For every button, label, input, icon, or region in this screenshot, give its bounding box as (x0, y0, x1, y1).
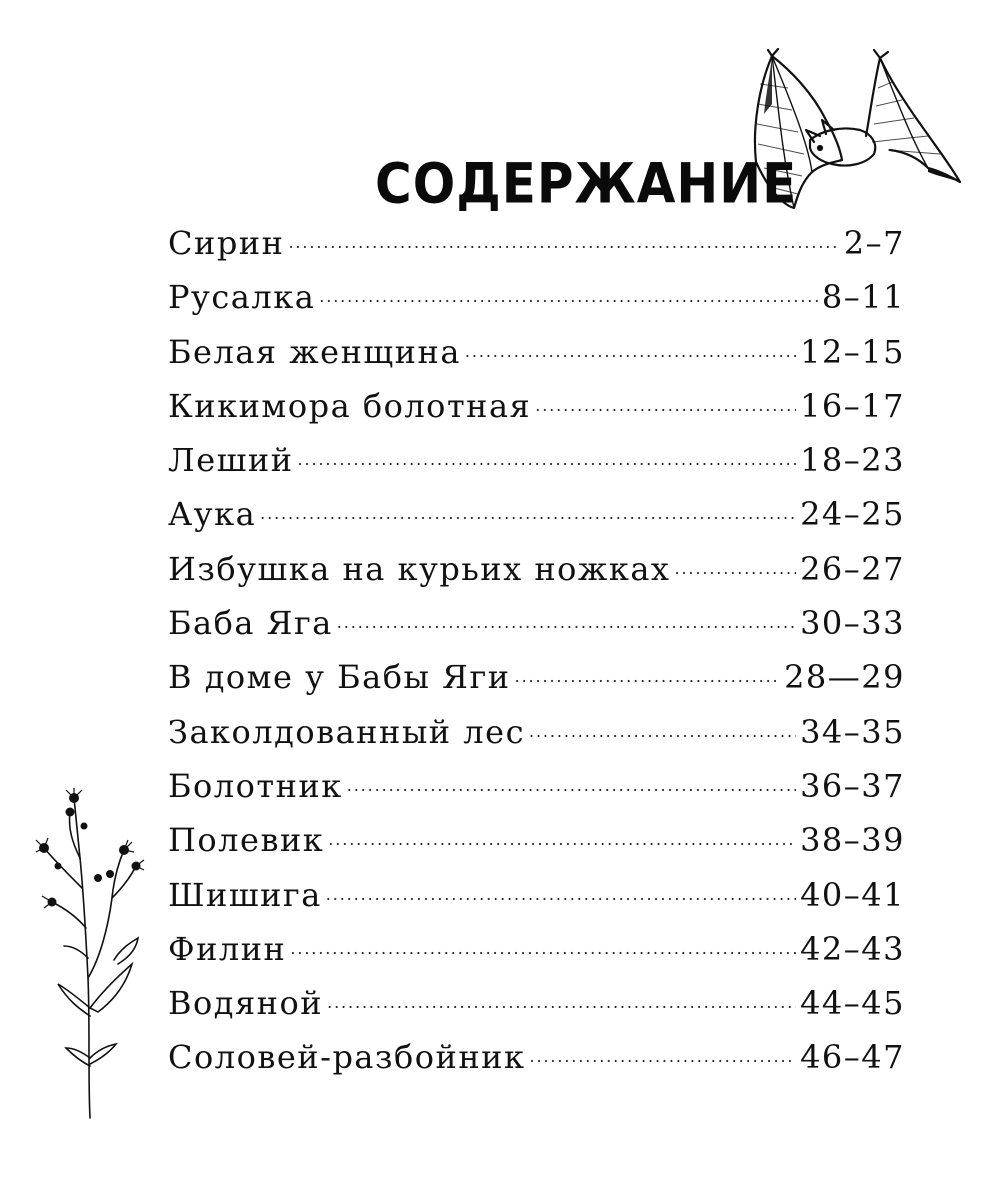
table-of-contents (168, 224, 905, 1093)
toc-leader-dots (529, 714, 796, 743)
toc-entry-title: Белая женщина (168, 332, 461, 371)
toc-entry[interactable] (168, 604, 905, 658)
toc-leader-dots (260, 497, 796, 526)
toc-entry-title: Болотник (168, 766, 343, 805)
toc-entry-title: Кикимора болотная (168, 386, 532, 425)
toc-entry-pages: 46–47 (800, 1038, 905, 1077)
toc-leader-dots (337, 605, 796, 634)
toc-entry-title: Водяной (168, 984, 324, 1023)
toc-entry-pages: 38–39 (800, 821, 905, 860)
toc-entry[interactable] (168, 658, 905, 712)
toc-entry-title: Баба Яга (168, 604, 333, 643)
plant-illustration-icon (28, 778, 148, 1123)
toc-entry[interactable] (168, 821, 905, 875)
toc-entry-pages: 12–15 (800, 332, 905, 371)
toc-entry[interactable] (168, 387, 905, 441)
toc-entry-title: Леший (168, 441, 294, 480)
toc-leader-dots (327, 985, 796, 1014)
toc-entry-title: Полевик (168, 821, 325, 860)
toc-entry-title: Соловей-разбойник (168, 1038, 526, 1077)
toc-entry-pages: 2–7 (843, 224, 905, 262)
toc-entry-title: Сирин (168, 224, 285, 262)
toc-entry[interactable] (168, 224, 905, 278)
toc-leader-dots (465, 334, 796, 363)
toc-leader-dots (288, 225, 839, 254)
toc-entry-title: Русалка (168, 278, 316, 317)
toc-entry-title: В доме у Бабы Яги (168, 658, 511, 697)
toc-entry-title: Избушка на курьих ножках (168, 549, 671, 588)
page-title: СОДЕРЖАНИЕ (375, 152, 798, 216)
toc-leader-dots (319, 280, 818, 309)
toc-leader-dots (529, 1040, 796, 1069)
toc-leader-dots (515, 660, 780, 689)
toc-entry[interactable] (168, 1038, 905, 1092)
toc-entry[interactable] (168, 495, 905, 549)
toc-entry-pages: 16–17 (800, 386, 905, 425)
toc-leader-dots (328, 822, 796, 851)
toc-entry-title: Шишига (168, 875, 322, 914)
toc-entry-pages: 8–11 (821, 278, 905, 317)
toc-leader-dots (298, 442, 797, 471)
toc-entry-title: Филин (168, 929, 287, 968)
toc-entry-pages: 24–25 (800, 495, 905, 534)
toc-entry-pages: 40–41 (800, 875, 905, 914)
toc-entry-pages: 30–33 (800, 604, 905, 643)
toc-leader-dots (674, 551, 796, 580)
toc-entry[interactable] (168, 984, 905, 1038)
toc-entry-pages: 36–37 (800, 766, 905, 805)
toc-entry[interactable] (168, 767, 905, 821)
toc-leader-dots (290, 931, 796, 960)
toc-entry[interactable] (168, 713, 905, 767)
toc-entry[interactable] (168, 876, 905, 930)
toc-entry-pages: 42–43 (800, 929, 905, 968)
toc-leader-dots (535, 388, 796, 417)
toc-leader-dots (347, 768, 796, 797)
toc-leader-dots (326, 877, 796, 906)
toc-entry[interactable] (168, 930, 905, 984)
toc-entry[interactable] (168, 278, 905, 332)
toc-entry-pages: 44–45 (800, 984, 905, 1023)
toc-entry[interactable] (168, 333, 905, 387)
toc-entry-pages: 34–35 (800, 712, 905, 751)
toc-entry-pages: 28—29 (784, 658, 905, 697)
toc-entry-title: Аука (168, 495, 257, 534)
toc-entry-title: Заколдованный лес (168, 712, 525, 751)
toc-entry-pages: 26–27 (800, 549, 905, 588)
toc-entry[interactable] (168, 441, 905, 495)
toc-entry-pages: 18–23 (800, 441, 905, 480)
toc-entry[interactable] (168, 550, 905, 604)
